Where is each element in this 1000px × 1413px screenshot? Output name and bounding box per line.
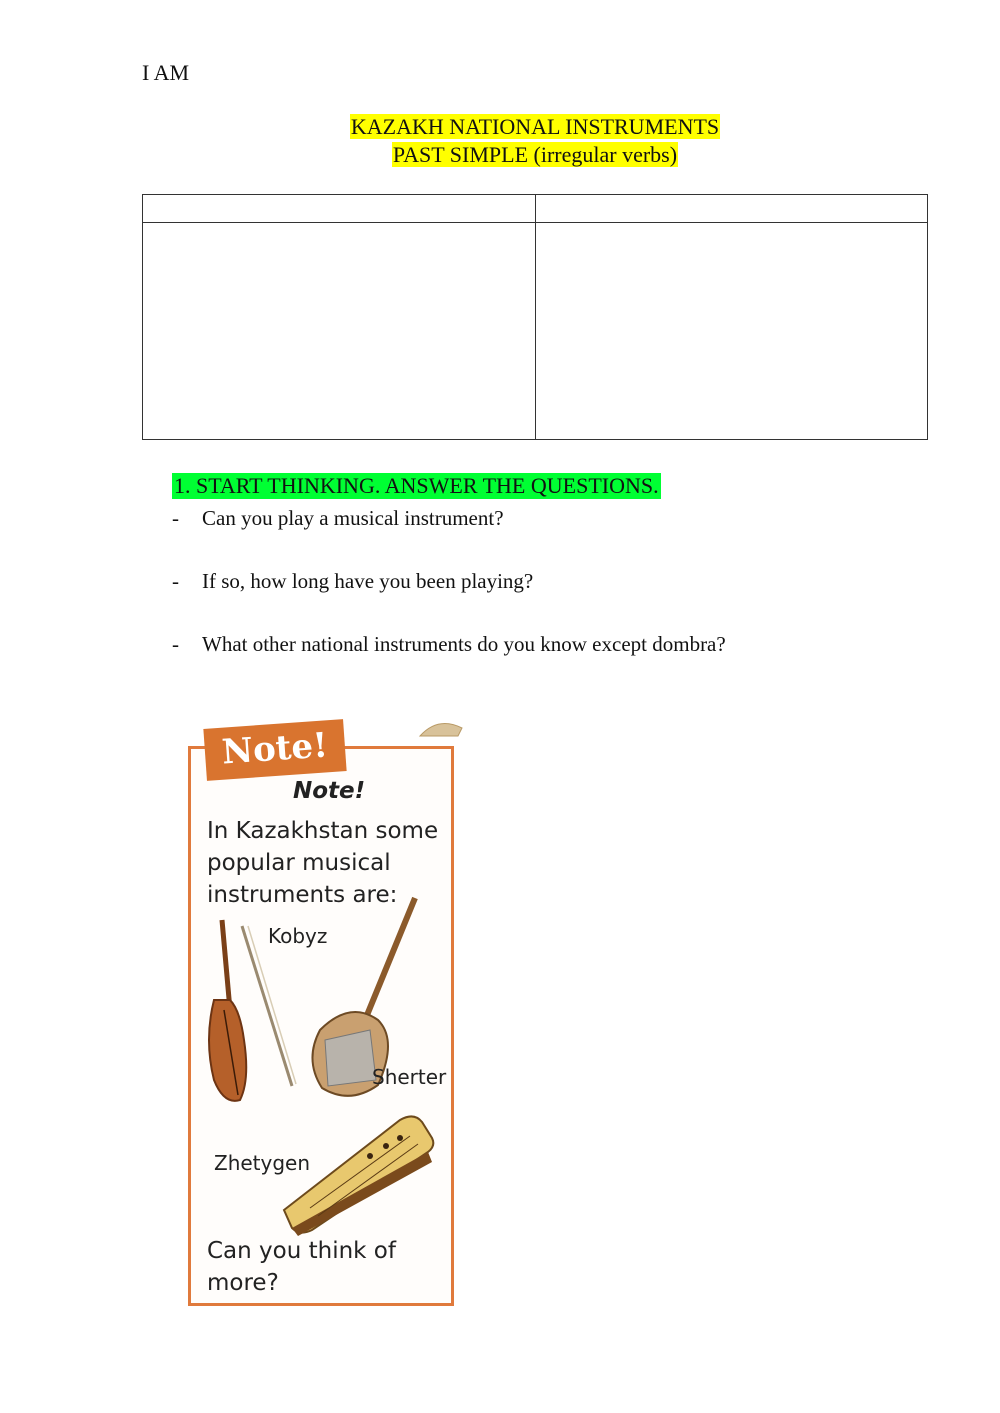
question-text: Can you play a musical instrument? (202, 506, 504, 530)
question-text: What other national instruments do you know except dombra? (202, 632, 726, 656)
header-label: I AM (142, 60, 190, 85)
bullet-dash: - (172, 569, 179, 593)
instrument-label-sherter: Sherter (372, 1065, 447, 1089)
question-item (172, 506, 504, 531)
table-header-cell-1[interactable] (143, 195, 536, 223)
note-tab: Note! (203, 719, 346, 781)
note-footer: Can you think of more? (207, 1238, 396, 1296)
decoration-icon (418, 720, 464, 738)
table-header-row (143, 195, 928, 223)
question-text: If so, how long have you been playing? (202, 569, 534, 593)
bullet-dash: - (172, 506, 179, 530)
note-body: In Kazakhstan some popular musical instruments are: (207, 818, 439, 908)
bullet-dash: - (172, 632, 179, 656)
title-line-2 (0, 142, 1000, 168)
title-line-1-text: KAZAKH NATIONAL INSTRUMENTS (350, 114, 720, 139)
instrument-label-zhetygen: Zhetygen (214, 1151, 311, 1175)
table-row (143, 223, 928, 440)
answer-table (142, 194, 928, 440)
question-item (172, 632, 726, 657)
table-body-cell-2[interactable] (535, 223, 928, 440)
section-heading: 1. START THINKING. ANSWER THE QUESTIONS. (174, 473, 659, 498)
question-item (172, 569, 533, 594)
instrument-label-kobyz: Kobyz (268, 924, 328, 948)
table-header-cell-2[interactable] (535, 195, 928, 223)
title-line-1 (0, 114, 1000, 140)
title-line-2-text: PAST SIMPLE (irregular verbs) (392, 142, 678, 167)
zhetygen-icon (284, 1116, 433, 1236)
note-subtitle: Note! (293, 778, 366, 804)
table-body-cell-1[interactable] (143, 223, 536, 440)
